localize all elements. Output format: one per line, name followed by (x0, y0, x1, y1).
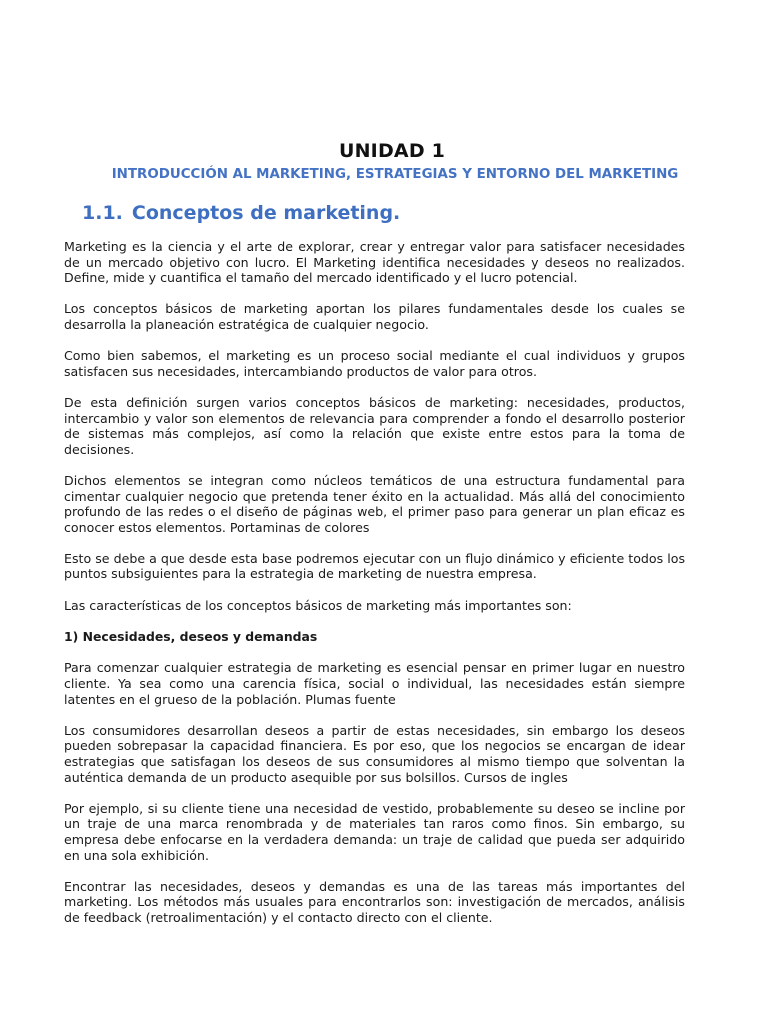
paragraph: Marketing es la ciencia y el arte de explorar, crear y entregar valor para satisfacer necesidades de un mercado objetivo con lucro. El Marketing identifica necesidades y deseos no realizados. Define, mide y cuantifica el tamaño del mercado identificado y el lucro potencial. (64, 239, 685, 286)
unit-subtitle: INTRODUCCIÓN AL MARKETING, ESTRATEGIAS Y ENTORNO DEL MARKETING (111, 167, 679, 182)
unit-title: UNIDAD 1 (338, 140, 446, 162)
section-heading (82, 202, 400, 224)
paragraph: Para comenzar cualquier estrategia de marketing es esencial pensar en primer lugar en nuestro cliente. Ya sea como una carencia física, social o individual, las necesidades están siempre latentes en el grueso de la población. Plumas fuente (64, 660, 685, 707)
paragraph: Las características de los conceptos básicos de marketing más importantes son: (64, 597, 572, 613)
section-number: 1.1. (82, 202, 123, 224)
subsection-title: 1) Necesidades, deseos y demandas (64, 628, 318, 644)
paragraph: Los consumidores desarrollan deseos a partir de estas necesidades, sin embargo los deseos pueden sobrepasar la capacidad financiera. Es por eso, que los negocios se encargan de idear estrategias que satisfagan los deseos de sus consumidores al mismo tiempo que solventan la auténtica demanda de un producto asequible por sus bolsillos. Cursos de ingles (64, 722, 685, 785)
paragraph: De esta definición surgen varios conceptos básicos de marketing: necesidades, productos, intercambio y valor son elementos de relevancia para comprender a fondo el desarrollo posterior de sistemas más complejos, así como la relación que existe entre estos para la toma de decisiones. (64, 394, 685, 457)
paragraph: Encontrar las necesidades, deseos y demandas es una de las tareas más importantes del marketing. Los métodos más usuales para encontrarlos son: investigación de mercados, análisis de feedback (retroalimentación) y el contacto directo con el cliente. (64, 878, 685, 925)
paragraph: Como bien sabemos, el marketing es un proceso social mediante el cual individuos y grupos satisfacen sus necesidades, intercambiando productos de valor para otros. (64, 348, 685, 379)
paragraph: Esto se debe a que desde esta base podremos ejecutar con un flujo dinámico y eficiente todos los puntos subsiguientes para la estrategia de marketing de nuestra empresa. (64, 550, 685, 582)
document-body (64, 239, 685, 941)
section-title: Conceptos de marketing. (131, 202, 401, 224)
paragraph: Dichos elementos se integran como núcleos temáticos de una estructura fundamental para cimentar cualquier negocio que pretenda tener éxito en la actualidad. Más allá del conocimiento profundo de las redes o el diseño de páginas web, el primer paso para generar un plan eficaz es conocer estos elementos. Portaminas de colores (64, 472, 685, 535)
paragraph: Los conceptos básicos de marketing aportan los pilares fundamentales desde los cuales se desarrolla la planeación estratégica de cualquier negocio. (64, 301, 685, 332)
paragraph: Por ejemplo, si su cliente tiene una necesidad de vestido, probablemente su deseo se incline por un traje de una marca renombrada y de materiales tan raros como finos. Sin embargo, su empresa debe enfocarse en la verdadera demanda: un traje de calidad que pueda ser adquirido en una sola exhibición. (64, 800, 685, 863)
